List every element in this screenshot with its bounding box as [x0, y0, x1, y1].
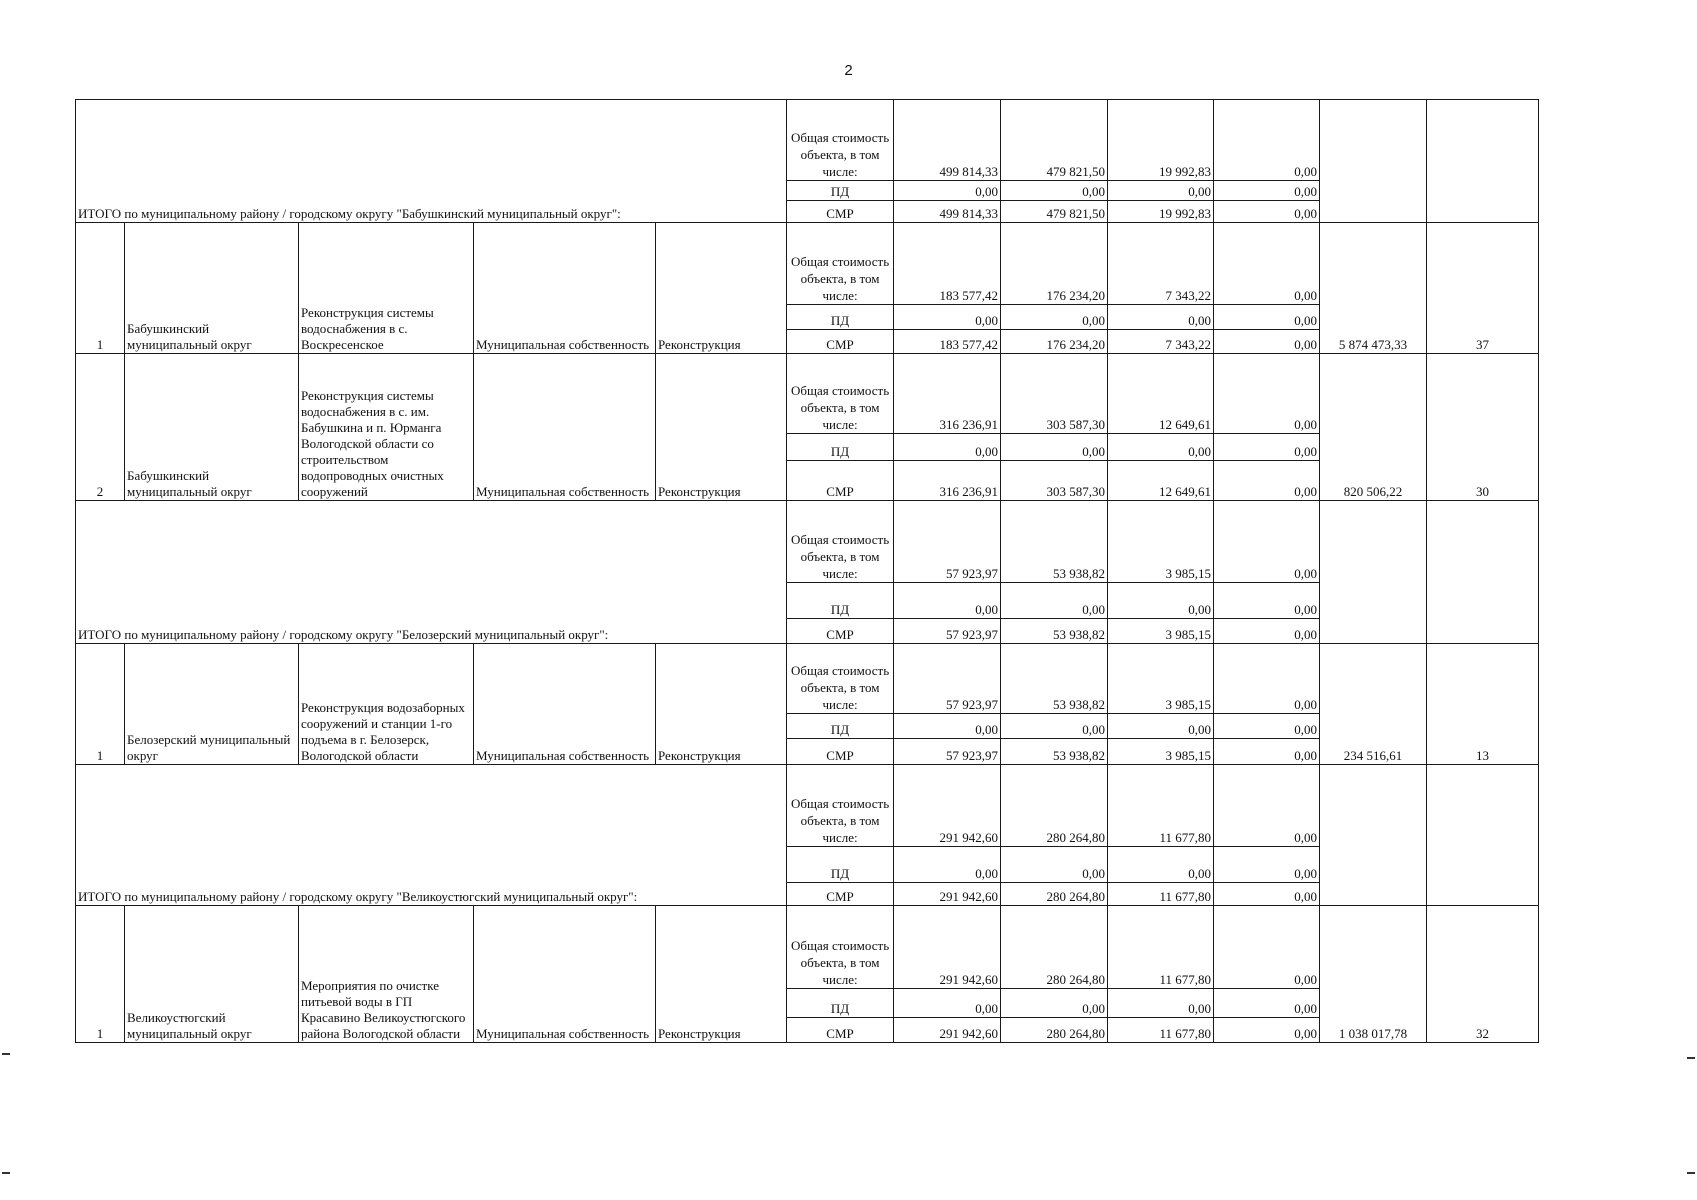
cost-type-label: Общая стоимость объекта, в том числе:: [787, 644, 894, 714]
scan-margin-mark: [1687, 1057, 1695, 1059]
cost-type-label: СМР: [787, 330, 894, 354]
amount-cell: 0,00: [1214, 765, 1320, 847]
amount-cell: 3 985,15: [1108, 619, 1214, 644]
cost-type-label: СМР: [787, 619, 894, 644]
amount-cell: 7 343,22: [1108, 330, 1214, 354]
amount-cell: 0,00: [1214, 619, 1320, 644]
amount-cell: 176 234,20: [1001, 330, 1108, 354]
work-type: Реконструкция: [656, 906, 787, 1043]
amount-cell: 53 938,82: [1001, 501, 1108, 583]
total-estimate-value: 820 506,22: [1320, 354, 1427, 501]
cost-type-label: ПД: [787, 847, 894, 883]
total-row: [76, 501, 1539, 583]
amount-cell: 53 938,82: [1001, 644, 1108, 714]
cost-type-label: Общая стоимость объекта, в том числе:: [787, 906, 894, 989]
cost-type-label: Общая стоимость объекта, в том числе:: [787, 501, 894, 583]
amount-cell: 12 649,61: [1108, 461, 1214, 501]
page-number: 2: [844, 62, 853, 79]
amount-cell: 0,00: [1214, 847, 1320, 883]
table-body: [76, 100, 1539, 1043]
cost-type-label: ПД: [787, 714, 894, 739]
empty-cell: [1320, 501, 1427, 644]
amount-cell: 479 821,50: [1001, 100, 1108, 181]
amount-cell: 11 677,80: [1108, 883, 1214, 906]
amount-cell: 0,00: [1214, 305, 1320, 330]
amount-cell: 53 938,82: [1001, 739, 1108, 765]
scan-margin-mark: [2, 1053, 10, 1055]
amount-cell: 0,00: [1001, 714, 1108, 739]
investment-objects-table: [75, 99, 1539, 1043]
empty-cell: [1320, 100, 1427, 223]
ownership-type: Муниципальная собственность: [474, 644, 656, 765]
amount-cell: 0,00: [894, 434, 1001, 461]
work-type: Реконструкция: [656, 223, 787, 354]
cost-type-label: СМР: [787, 883, 894, 906]
amount-cell: 0,00: [1001, 847, 1108, 883]
total-estimate-value: 5 874 473,33: [1320, 223, 1427, 354]
amount-cell: 0,00: [1001, 583, 1108, 619]
amount-cell: 0,00: [1214, 714, 1320, 739]
amount-cell: 0,00: [1214, 100, 1320, 181]
amount-cell: 316 236,91: [894, 354, 1001, 434]
cost-type-label: СМР: [787, 461, 894, 501]
empty-cell: [1320, 765, 1427, 906]
amount-cell: 19 992,83: [1108, 201, 1214, 223]
amount-cell: 280 264,80: [1001, 765, 1108, 847]
amount-cell: 57 923,97: [894, 739, 1001, 765]
amount-cell: 499 814,33: [894, 100, 1001, 181]
amount-cell: 280 264,80: [1001, 906, 1108, 989]
work-type: Реконструкция: [656, 354, 787, 501]
amount-cell: 0,00: [1108, 989, 1214, 1018]
cost-type-label: СМР: [787, 201, 894, 223]
amount-cell: 303 587,30: [1001, 461, 1108, 501]
amount-cell: 291 942,60: [894, 1018, 1001, 1043]
amount-cell: 0,00: [1001, 989, 1108, 1018]
amount-cell: 0,00: [1214, 989, 1320, 1018]
cost-type-label: ПД: [787, 181, 894, 201]
amount-cell: 479 821,50: [1001, 201, 1108, 223]
amount-cell: 0,00: [1214, 223, 1320, 305]
amount-cell: 291 942,60: [894, 906, 1001, 989]
cost-type-label: Общая стоимость объекта, в том числе:: [787, 354, 894, 434]
amount-cell: 499 814,33: [894, 201, 1001, 223]
empty-cell: [1427, 765, 1539, 906]
amount-cell: 0,00: [1214, 434, 1320, 461]
amount-cell: 0,00: [1214, 181, 1320, 201]
amount-cell: 11 677,80: [1108, 906, 1214, 989]
amount-cell: 0,00: [894, 714, 1001, 739]
empty-cell: [1427, 100, 1539, 223]
amount-cell: 0,00: [894, 989, 1001, 1018]
scan-margin-mark: [2, 1172, 10, 1174]
row-number: 1: [76, 906, 125, 1043]
amount-cell: 0,00: [1108, 181, 1214, 201]
amount-cell: 12 649,61: [1108, 354, 1214, 434]
amount-cell: 280 264,80: [1001, 1018, 1108, 1043]
ownership-type: Муниципальная собственность: [474, 354, 656, 501]
district-total-title: ИТОГО по муниципальному району / городскому округу "Белозерский муниципальный округ":: [76, 501, 787, 644]
amount-cell: 0,00: [1214, 644, 1320, 714]
amount-cell: 176 234,20: [1001, 223, 1108, 305]
cost-type-label: Общая стоимость объекта, в том числе:: [787, 765, 894, 847]
cost-type-label: Общая стоимость объекта, в том числе:: [787, 223, 894, 305]
amount-cell: 280 264,80: [1001, 883, 1108, 906]
amount-cell: 0,00: [1214, 330, 1320, 354]
cost-type-label: ПД: [787, 583, 894, 619]
district-name: Великоустюгский муниципальный округ: [125, 906, 299, 1043]
amount-cell: 0,00: [1214, 739, 1320, 765]
work-type: Реконструкция: [656, 644, 787, 765]
empty-cell: [1427, 501, 1539, 644]
object-name: Мероприятия по очистке питьевой воды в ГП Красавино Великоустюгского района Вологодской области: [299, 906, 474, 1043]
amount-cell: 0,00: [1001, 434, 1108, 461]
amount-cell: 0,00: [894, 181, 1001, 201]
amount-cell: 0,00: [1108, 305, 1214, 330]
amount-cell: 0,00: [1108, 434, 1214, 461]
amount-cell: 57 923,97: [894, 644, 1001, 714]
object-name: Реконструкция системы водоснабжения в с. Воскресенское: [299, 223, 474, 354]
table-row: [76, 906, 1539, 989]
amount-cell: 0,00: [1108, 583, 1214, 619]
amount-cell: 291 942,60: [894, 883, 1001, 906]
district-name: Бабушкинский муниципальный округ: [125, 223, 299, 354]
cost-type-label: ПД: [787, 305, 894, 330]
amount-cell: 291 942,60: [894, 765, 1001, 847]
amount-cell: 316 236,91: [894, 461, 1001, 501]
total-row: [76, 100, 1539, 181]
amount-cell: 11 677,80: [1108, 1018, 1214, 1043]
amount-cell: 57 923,97: [894, 619, 1001, 644]
amount-cell: 7 343,22: [1108, 223, 1214, 305]
total-row: [76, 765, 1539, 847]
indicator-value: 13: [1427, 644, 1539, 765]
amount-cell: 0,00: [1214, 461, 1320, 501]
cost-type-label: ПД: [787, 989, 894, 1018]
amount-cell: 0,00: [1214, 906, 1320, 989]
total-estimate-value: 1 038 017,78: [1320, 906, 1427, 1043]
cost-type-label: Общая стоимость объекта, в том числе:: [787, 100, 894, 181]
row-number: 2: [76, 354, 125, 501]
scan-margin-mark: [1687, 1172, 1695, 1174]
object-name: Реконструкция водозаборных сооружений и станции 1-го подъема в г. Белозерск, Вологодской области: [299, 644, 474, 765]
amount-cell: 0,00: [1214, 883, 1320, 906]
row-number: 1: [76, 223, 125, 354]
amount-cell: 183 577,42: [894, 223, 1001, 305]
amount-cell: 0,00: [1001, 181, 1108, 201]
district-name: Бабушкинский муниципальный округ: [125, 354, 299, 501]
amount-cell: 3 985,15: [1108, 644, 1214, 714]
amount-cell: 0,00: [1108, 714, 1214, 739]
amount-cell: 183 577,42: [894, 330, 1001, 354]
row-number: 1: [76, 644, 125, 765]
indicator-value: 37: [1427, 223, 1539, 354]
amount-cell: 0,00: [894, 583, 1001, 619]
district-name: Белозерский муниципальный округ: [125, 644, 299, 765]
amount-cell: 0,00: [894, 847, 1001, 883]
amount-cell: 0,00: [1214, 1018, 1320, 1043]
ownership-type: Муниципальная собственность: [474, 906, 656, 1043]
amount-cell: 0,00: [1001, 305, 1108, 330]
indicator-value: 30: [1427, 354, 1539, 501]
amount-cell: 53 938,82: [1001, 619, 1108, 644]
table-row: [76, 223, 1539, 305]
amount-cell: 0,00: [1214, 501, 1320, 583]
indicator-value: 32: [1427, 906, 1539, 1043]
amount-cell: 0,00: [1108, 847, 1214, 883]
cost-type-label: СМР: [787, 739, 894, 765]
table-row: [76, 644, 1539, 714]
amount-cell: 0,00: [894, 305, 1001, 330]
amount-cell: 0,00: [1214, 201, 1320, 223]
total-estimate-value: 234 516,61: [1320, 644, 1427, 765]
amount-cell: 0,00: [1214, 583, 1320, 619]
table-row: [76, 354, 1539, 434]
cost-type-label: ПД: [787, 434, 894, 461]
amount-cell: 303 587,30: [1001, 354, 1108, 434]
amount-cell: 3 985,15: [1108, 739, 1214, 765]
cost-type-label: СМР: [787, 1018, 894, 1043]
amount-cell: 11 677,80: [1108, 765, 1214, 847]
amount-cell: 19 992,83: [1108, 100, 1214, 181]
amount-cell: 57 923,97: [894, 501, 1001, 583]
object-name: Реконструкция системы водоснабжения в с. им. Бабушкина и п. Юрманга Вологодской области со строительством водопроводных очистных сооружений: [299, 354, 474, 501]
amount-cell: 3 985,15: [1108, 501, 1214, 583]
district-total-title: ИТОГО по муниципальному району / городскому округу "Великоустюгский муниципальный округ":: [76, 765, 787, 906]
amount-cell: 0,00: [1214, 354, 1320, 434]
district-total-title: ИТОГО по муниципальному району / городскому округу "Бабушкинский муниципальный округ":: [76, 100, 787, 223]
ownership-type: Муниципальная собственность: [474, 223, 656, 354]
